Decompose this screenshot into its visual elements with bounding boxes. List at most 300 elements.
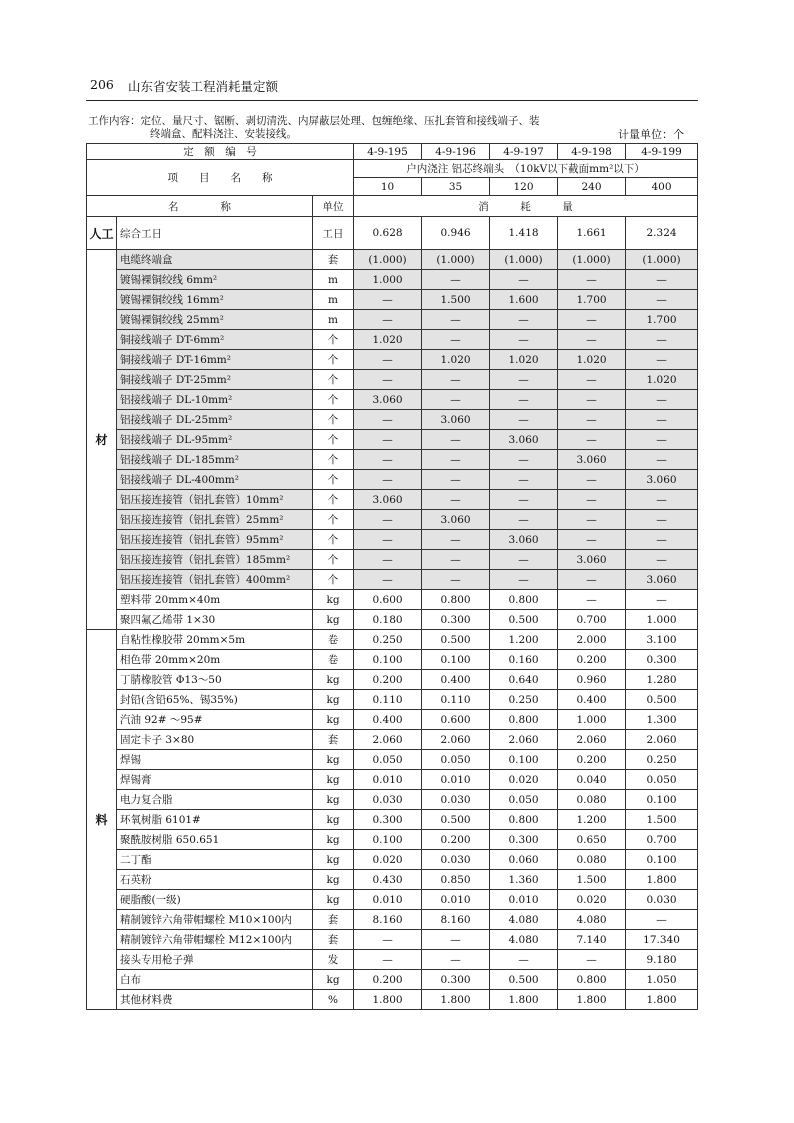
material-value: (1.000) — [354, 250, 422, 270]
material-value: 1.000 — [626, 610, 698, 630]
material-value: — — [490, 270, 558, 290]
unit-header: 单位 — [313, 196, 354, 217]
material-row — [87, 390, 698, 410]
material-value: — — [422, 550, 490, 570]
material-name: 二丁酯 — [117, 850, 313, 870]
material-value: 4.080 — [558, 910, 626, 930]
material-value: 0.080 — [558, 850, 626, 870]
material-value: — — [626, 390, 698, 410]
quota-code: 4-9-198 — [558, 144, 626, 160]
material-value: — — [558, 370, 626, 390]
material-value: 3.060 — [490, 530, 558, 550]
column-header-row — [87, 196, 698, 217]
material-value: 0.200 — [354, 970, 422, 990]
material-row — [87, 770, 698, 790]
material-value: 1.600 — [490, 290, 558, 310]
material-name: 铜接线端子 DT-6mm² — [117, 330, 313, 350]
material-value: 0.010 — [354, 770, 422, 790]
material-row — [87, 730, 698, 750]
material-value: 1.800 — [490, 990, 558, 1010]
labor-value: 1.661 — [558, 217, 626, 250]
material-value: 0.640 — [490, 670, 558, 690]
material-value: 0.030 — [626, 890, 698, 910]
material-unit: 个 — [313, 550, 354, 570]
material-value: — — [422, 370, 490, 390]
material-value: 0.300 — [422, 610, 490, 630]
material-value: 0.030 — [354, 790, 422, 810]
material-row — [87, 830, 698, 850]
material-value: 0.100 — [490, 750, 558, 770]
material-unit: kg — [313, 670, 354, 690]
material-name: 焊锡 — [117, 750, 313, 770]
material-value: — — [354, 350, 422, 370]
material-value: 2.000 — [558, 630, 626, 650]
material-value: 1.020 — [354, 330, 422, 350]
material-value: — — [558, 430, 626, 450]
material-value: — — [626, 410, 698, 430]
material-value: 2.060 — [490, 730, 558, 750]
material-value: 0.800 — [490, 710, 558, 730]
material-row — [87, 590, 698, 610]
material-unit: 套 — [313, 930, 354, 950]
material-value: 0.300 — [626, 650, 698, 670]
material-value: — — [626, 510, 698, 530]
material-value: — — [354, 950, 422, 970]
material-value: — — [558, 950, 626, 970]
material-unit: kg — [313, 890, 354, 910]
material-value: — — [422, 530, 490, 550]
material-value: 3.060 — [354, 390, 422, 410]
material-name: 铝压接连接管（铝扎套管）95mm² — [117, 530, 313, 550]
quota-code-row — [87, 144, 698, 160]
material-unit: kg — [313, 690, 354, 710]
material-value: 1.800 — [354, 990, 422, 1010]
material-unit: 卷 — [313, 630, 354, 650]
material-unit: 个 — [313, 410, 354, 430]
material-value: 0.250 — [626, 750, 698, 770]
material-value: 1.500 — [626, 810, 698, 830]
material-value: 7.140 — [558, 930, 626, 950]
material-value: — — [354, 310, 422, 330]
work-content-line-2: 终端盒、配料浇注、安装接线。 — [150, 128, 297, 140]
material-unit: kg — [313, 770, 354, 790]
material-value: 0.020 — [558, 890, 626, 910]
material-value: — — [354, 510, 422, 530]
material-unit: m — [313, 290, 354, 310]
material-value: (1.000) — [558, 250, 626, 270]
material-value: 0.180 — [354, 610, 422, 630]
material-name: 铝接线端子 DL-10mm² — [117, 390, 313, 410]
material-value: — — [422, 470, 490, 490]
material-value: (1.000) — [422, 250, 490, 270]
material-value: — — [626, 270, 698, 290]
material-value: 0.200 — [354, 670, 422, 690]
material-value: 4.080 — [490, 930, 558, 950]
material-value: 0.050 — [354, 750, 422, 770]
material-unit: 套 — [313, 250, 354, 270]
material-value: 0.010 — [354, 890, 422, 910]
material-value: 0.060 — [490, 850, 558, 870]
material-value: — — [626, 590, 698, 610]
material-value: — — [354, 570, 422, 590]
quota-code: 4-9-196 — [422, 144, 490, 160]
material-value: 0.800 — [422, 590, 490, 610]
labor-row — [87, 217, 698, 250]
material-value: 0.500 — [490, 610, 558, 630]
material-row — [87, 650, 698, 670]
material-value: 0.960 — [558, 670, 626, 690]
material-row — [87, 710, 698, 730]
quota-label: 定 额 编 号 — [87, 144, 354, 160]
material-row — [87, 690, 698, 710]
material-value: 0.500 — [626, 690, 698, 710]
material-row — [87, 450, 698, 470]
material-row — [87, 290, 698, 310]
item-description: 户内浇注 铝芯终端头 （10kV以下截面mm²以下） — [354, 160, 698, 178]
material-value: 0.400 — [354, 710, 422, 730]
material-value: 0.300 — [354, 810, 422, 830]
material-row — [87, 530, 698, 550]
material-value: — — [626, 530, 698, 550]
consumption-header: 消 耗 量 — [354, 196, 698, 217]
material-value: 0.010 — [422, 770, 490, 790]
material-value: — — [422, 310, 490, 330]
material-value: 3.060 — [558, 550, 626, 570]
page-header — [86, 74, 698, 101]
item-label: 项 目 名 称 — [87, 160, 354, 196]
material-name: 塑料带 20mm×40m — [117, 590, 313, 610]
material-row — [87, 810, 698, 830]
material-row — [87, 790, 698, 810]
material-value: — — [354, 410, 422, 430]
material-value: 1.300 — [626, 710, 698, 730]
material-value: — — [422, 430, 490, 450]
material-value: — — [422, 490, 490, 510]
material-row — [87, 430, 698, 450]
material-value: 1.000 — [558, 710, 626, 730]
material-name: 白布 — [117, 970, 313, 990]
material-value: 0.050 — [490, 790, 558, 810]
material-value: 0.110 — [354, 690, 422, 710]
material-name: 丁腈橡胶管 Φ13～50 — [117, 670, 313, 690]
material-unit: 套 — [313, 910, 354, 930]
material-value: 0.400 — [558, 690, 626, 710]
material-unit: kg — [313, 710, 354, 730]
material-value: 1.050 — [626, 970, 698, 990]
material-value: — — [626, 490, 698, 510]
material-value: 8.160 — [422, 910, 490, 930]
material-unit: 个 — [313, 350, 354, 370]
material-value: — — [422, 450, 490, 470]
material-value: 1.800 — [626, 870, 698, 890]
material-name: 聚酰胺树脂 650.651 — [117, 830, 313, 850]
material-value: — — [558, 470, 626, 490]
material-unit: % — [313, 990, 354, 1010]
material-value: 2.060 — [626, 730, 698, 750]
material-value: — — [354, 550, 422, 570]
material-value: 1.500 — [558, 870, 626, 890]
material-value: 1.800 — [422, 990, 490, 1010]
material-row — [87, 990, 698, 1010]
material-value: 8.160 — [354, 910, 422, 930]
material-row — [87, 250, 698, 270]
material-value: 1.800 — [626, 990, 698, 1010]
material-value: — — [626, 430, 698, 450]
material-value: 3.060 — [422, 510, 490, 530]
material-value: 0.100 — [422, 650, 490, 670]
material-unit: 个 — [313, 510, 354, 530]
material-value: — — [490, 550, 558, 570]
page-title: 山东省安装工程消耗量定额 — [128, 79, 279, 94]
material-value: 3.100 — [626, 630, 698, 650]
material-value: 0.200 — [558, 650, 626, 670]
material-value: 1.020 — [558, 350, 626, 370]
material-value: 0.300 — [490, 830, 558, 850]
material-value: 1.700 — [558, 290, 626, 310]
material-value: 0.100 — [354, 830, 422, 850]
material-value: — — [490, 370, 558, 390]
material-row — [87, 350, 698, 370]
material-value: 0.200 — [558, 750, 626, 770]
material-category-bottom: 料 — [87, 630, 117, 1010]
material-value: 3.060 — [490, 430, 558, 450]
material-row — [87, 310, 698, 330]
material-unit: m — [313, 310, 354, 330]
labor-value: 0.628 — [354, 217, 422, 250]
material-value: 1.020 — [422, 350, 490, 370]
material-value: — — [422, 270, 490, 290]
material-unit: kg — [313, 830, 354, 850]
material-unit: kg — [313, 970, 354, 990]
material-value: 1.200 — [558, 810, 626, 830]
material-value: 4.080 — [490, 910, 558, 930]
quota-code: 4-9-195 — [354, 144, 422, 160]
material-value: 0.800 — [490, 810, 558, 830]
material-value: — — [558, 410, 626, 430]
material-row — [87, 970, 698, 990]
material-value: 0.250 — [354, 630, 422, 650]
material-value: 0.010 — [490, 890, 558, 910]
material-unit: 卷 — [313, 650, 354, 670]
material-value: 0.800 — [558, 970, 626, 990]
material-name: 铜接线端子 DT-16mm² — [117, 350, 313, 370]
material-name: 铝接线端子 DL-95mm² — [117, 430, 313, 450]
material-value: 1.700 — [626, 310, 698, 330]
material-value: (1.000) — [490, 250, 558, 270]
material-value: 0.080 — [558, 790, 626, 810]
labor-name: 综合工日 — [117, 217, 313, 250]
material-unit: 套 — [313, 730, 354, 750]
material-name: 硬脂酸(一级) — [117, 890, 313, 910]
material-value: 0.040 — [558, 770, 626, 790]
material-value: — — [422, 930, 490, 950]
material-name: 铝压接连接管（铝扎套管）10mm² — [117, 490, 313, 510]
measurement-unit: 计量单位：个 — [618, 128, 684, 141]
material-value: 9.180 — [626, 950, 698, 970]
material-value: — — [558, 490, 626, 510]
material-value: — — [490, 310, 558, 330]
material-row — [87, 330, 698, 350]
material-row — [87, 930, 698, 950]
material-value: 0.100 — [626, 790, 698, 810]
material-value: 1.500 — [422, 290, 490, 310]
material-value: — — [422, 330, 490, 350]
item-desc-row — [87, 160, 698, 178]
page-number: 206 — [90, 77, 114, 92]
material-row — [87, 870, 698, 890]
material-name: 铝压接连接管（铝扎套管）400mm² — [117, 570, 313, 590]
material-unit: 个 — [313, 390, 354, 410]
material-name: 铝压接连接管（铝扎套管）25mm² — [117, 510, 313, 530]
material-value: 0.700 — [626, 830, 698, 850]
material-value: 0.200 — [422, 830, 490, 850]
labor-value: 2.324 — [626, 217, 698, 250]
material-row — [87, 890, 698, 910]
material-unit: 个 — [313, 370, 354, 390]
material-value: 0.600 — [354, 590, 422, 610]
labor-category: 人工 — [87, 217, 117, 250]
material-unit: 个 — [313, 450, 354, 470]
material-unit: m — [313, 270, 354, 290]
quota-code: 4-9-199 — [626, 144, 698, 160]
material-name: 镀锡裸铜绞线 16mm² — [117, 290, 313, 310]
material-name: 石英粉 — [117, 870, 313, 890]
material-value: — — [626, 910, 698, 930]
material-unit: kg — [313, 610, 354, 630]
material-unit: kg — [313, 750, 354, 770]
material-unit: kg — [313, 590, 354, 610]
material-value: — — [558, 270, 626, 290]
material-row — [87, 410, 698, 430]
material-row — [87, 750, 698, 770]
material-value: — — [490, 470, 558, 490]
material-value: — — [354, 470, 422, 490]
material-value: 0.500 — [422, 630, 490, 650]
material-row — [87, 570, 698, 590]
material-unit: 个 — [313, 490, 354, 510]
material-row — [87, 950, 698, 970]
quota-table — [86, 143, 698, 1010]
material-unit: kg — [313, 810, 354, 830]
material-value: 0.020 — [354, 850, 422, 870]
material-value: — — [354, 930, 422, 950]
material-value: — — [490, 450, 558, 470]
material-value: 0.160 — [490, 650, 558, 670]
material-name: 自粘性橡胶带 20mm×5m — [117, 630, 313, 650]
material-value: 0.650 — [558, 830, 626, 850]
material-value: (1.000) — [626, 250, 698, 270]
material-value: 1.000 — [354, 270, 422, 290]
material-name: 其他材料费 — [117, 990, 313, 1010]
material-value: 0.600 — [422, 710, 490, 730]
material-value: — — [490, 390, 558, 410]
material-unit: kg — [313, 850, 354, 870]
material-value: 3.060 — [558, 450, 626, 470]
material-value: 0.050 — [626, 770, 698, 790]
material-unit: kg — [313, 790, 354, 810]
section-size: 10 — [354, 178, 422, 196]
material-value: 17.340 — [626, 930, 698, 950]
material-name: 铝压接连接管（铝扎套管）185mm² — [117, 550, 313, 570]
material-value: — — [558, 570, 626, 590]
section-size: 240 — [558, 178, 626, 196]
material-value: — — [626, 350, 698, 370]
material-name: 精制镀锌六角带帽螺栓 M10×100内 — [117, 910, 313, 930]
labor-value: 0.946 — [422, 217, 490, 250]
material-row — [87, 910, 698, 930]
material-value: 0.020 — [490, 770, 558, 790]
material-value: 1.200 — [490, 630, 558, 650]
material-value: 0.030 — [422, 850, 490, 870]
material-value: — — [354, 450, 422, 470]
material-value: — — [558, 590, 626, 610]
material-name: 接头专用枪子弹 — [117, 950, 313, 970]
material-value: — — [626, 330, 698, 350]
material-name: 固定卡子 3×80 — [117, 730, 313, 750]
material-value: 0.500 — [422, 810, 490, 830]
material-unit: 个 — [313, 530, 354, 550]
material-value: — — [626, 290, 698, 310]
material-unit: kg — [313, 870, 354, 890]
material-category-top: 材 — [87, 250, 117, 630]
section-size: 35 — [422, 178, 490, 196]
material-value: 0.050 — [422, 750, 490, 770]
labor-unit: 工日 — [313, 217, 354, 250]
quota-code: 4-9-197 — [490, 144, 558, 160]
material-name: 电力复合脂 — [117, 790, 313, 810]
material-value: 1.280 — [626, 670, 698, 690]
material-row — [87, 490, 698, 510]
material-name: 封铅(含铅65%、锡35%) — [117, 690, 313, 710]
material-unit: 个 — [313, 470, 354, 490]
material-name: 聚四氟乙烯带 1×30 — [117, 610, 313, 630]
material-value: 0.100 — [354, 650, 422, 670]
work-content-line-1: 工作内容：定位、量尺寸、锯断、剥切清洗、内屏蔽层处理、包缠绝缘、压扎套管和接线端子、装 — [88, 115, 540, 127]
material-value: — — [626, 550, 698, 570]
material-value: 1.020 — [490, 350, 558, 370]
material-unit: 发 — [313, 950, 354, 970]
material-value: 0.500 — [490, 970, 558, 990]
material-row — [87, 670, 698, 690]
material-value: 3.060 — [626, 470, 698, 490]
material-value: 0.400 — [422, 670, 490, 690]
material-value: 0.110 — [422, 690, 490, 710]
material-name: 铝接线端子 DL-400mm² — [117, 470, 313, 490]
material-value: 0.010 — [422, 890, 490, 910]
material-value: — — [490, 950, 558, 970]
material-name: 相色带 20mm×20m — [117, 650, 313, 670]
material-value: 3.060 — [422, 410, 490, 430]
material-name: 铝接线端子 DL-25mm² — [117, 410, 313, 430]
material-name: 电缆终端盒 — [117, 250, 313, 270]
material-name: 精制镀锌六角带帽螺栓 M12×100内 — [117, 930, 313, 950]
material-name: 镀锡裸铜绞线 25mm² — [117, 310, 313, 330]
material-value: 1.360 — [490, 870, 558, 890]
material-name: 镀锡裸铜绞线 6mm² — [117, 270, 313, 290]
material-value: 2.060 — [558, 730, 626, 750]
material-value: 0.030 — [422, 790, 490, 810]
material-value: — — [422, 570, 490, 590]
material-row — [87, 610, 698, 630]
material-value: — — [558, 530, 626, 550]
material-value: — — [354, 530, 422, 550]
material-row — [87, 370, 698, 390]
material-value: 0.100 — [626, 850, 698, 870]
material-value: — — [558, 390, 626, 410]
material-row — [87, 550, 698, 570]
section-size: 120 — [490, 178, 558, 196]
material-value: — — [422, 950, 490, 970]
